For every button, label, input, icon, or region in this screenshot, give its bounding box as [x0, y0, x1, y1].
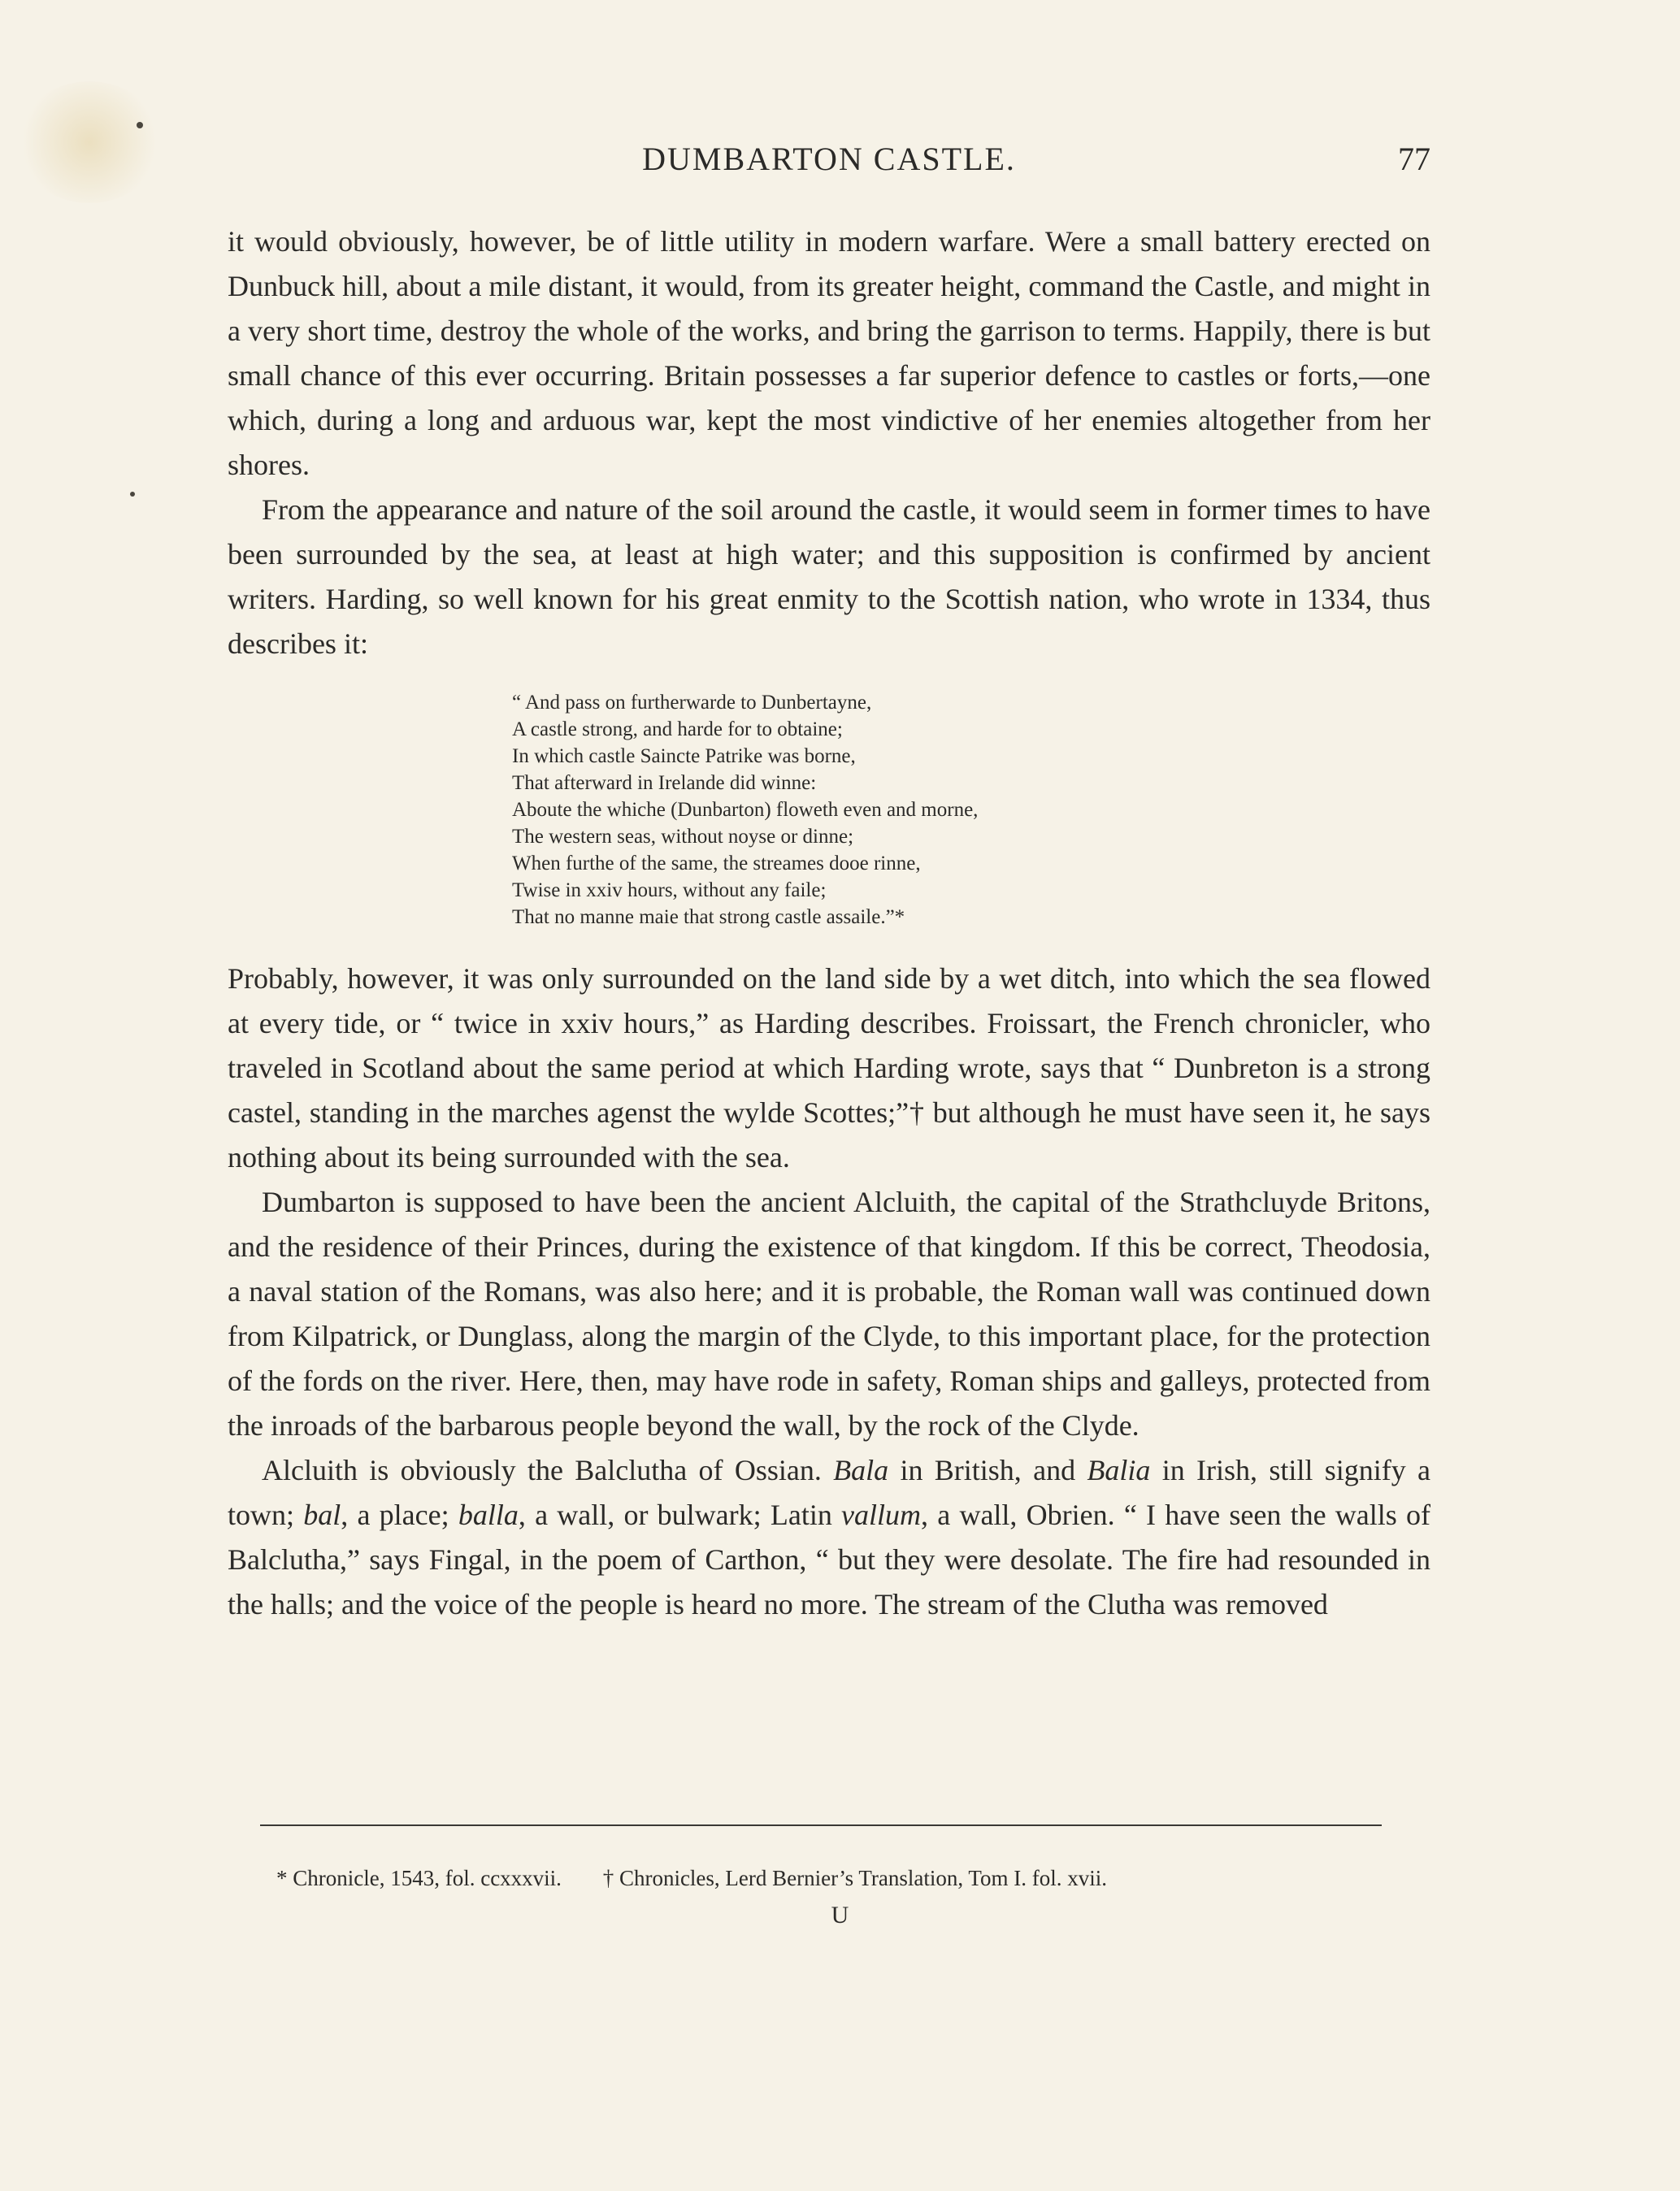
verse-line: A castle strong, and harde for to obtaine;: [512, 718, 843, 740]
ink-speck: [137, 122, 143, 128]
verse-line: That no manne maie that strong castle assaile.”*: [512, 906, 905, 928]
footnote: * Chronicle, 1543, fol. ccxxxvii.: [276, 1866, 562, 1890]
footnotes: [276, 1866, 1414, 1891]
ink-speck: [130, 492, 135, 497]
paragraph: Dumbarton is supposed to have been the ancient Alcluith, the capital of the Strathcluyde Britons, and the residence of their Princes, during the existence of that kingdom. If this be correct, Theodosia, a naval station of the Romans, was also here; and it is probable, the Roman wall was continued down from Kilpatrick, or Dunglass, along the margin of the Clyde, to this important place, for the protection of the fords on the river. Here, then, may have rode in safety, Roman ships and galleys, protected from the inroads of the barbarous people beyond the wall, by the rock of the Clyde.: [228, 1186, 1430, 1442]
verse-line: That afterward in Irelande did winne:: [512, 772, 817, 794]
page-number: 77: [1398, 141, 1430, 177]
verse-line: “ And pass on furtherwarde to Dunbertayne,: [512, 692, 872, 714]
italic-term: Balia: [1087, 1454, 1151, 1486]
footnote: † Chronicles, Lerd Bernier’s Translation, Tom I. fol. xvii.: [602, 1866, 1107, 1890]
footnote-rule: [260, 1824, 845, 1826]
italic-term: balla: [458, 1499, 519, 1531]
footnote-rule: [845, 1824, 1382, 1826]
paragraph: From the appearance and nature of the soil around the castle, it would seem in former times to have been surrounded by the sea, at least at high water; and this supposition is confirmed by ancient writers. Harding, so well known for his great enmity to the Scottish nation, who wrote in 1334, thus describes it:: [228, 493, 1430, 660]
verse-line: When furthe of the same, the streames dooe rinne,: [512, 853, 921, 874]
quoted-verse: [512, 689, 1430, 931]
page-header: [228, 140, 1430, 189]
paragraph: [228, 1448, 1430, 1627]
italic-term: vallum: [841, 1499, 922, 1531]
verse-line: In which castle Saincte Patrike was borne,: [512, 745, 856, 767]
text-run: in Irish, still signify a town;: [228, 1454, 1430, 1531]
paragraph: Probably, however, it was only surrounded on the land side by a wet ditch, into which the sea flowed at every tide, or “ twice in xxiv hours,” as Harding describes. Froissart, the French chronicler, who traveled in Scotland about the same period at which Harding wrote, says that “ Dunbreton is a strong castel, standing in the marches agenst the wylde Scottes;”† but although he must have seen it, he says nothing about its being surrounded with the sea.: [228, 962, 1430, 1174]
paper-stain: [16, 81, 163, 203]
text-run: , a place;: [341, 1499, 458, 1531]
signature-mark: U: [831, 1902, 849, 1929]
verse-line: Twise in xxiv hours, without any faile;: [512, 879, 827, 901]
text-run: , a wall, or bulwark; Latin: [518, 1499, 842, 1531]
running-title: DUMBARTON CASTLE.: [642, 141, 1016, 177]
paragraph: it would obviously, however, be of little utility in modern warfare. Were a small battery erected on Dunbuck hill, about a mile distant, it would, from its greater height, command the Castle, and might in a very short time, destroy the whole of the works, and bring the garrison to terms. Happily, there is but small chance of this ever occurring. Britain possesses a far superior defence to castles or forts,—one which, during a long and arduous war, kept the most vindictive of her enemies altogether from her shores.: [228, 225, 1430, 481]
text-run: in British, and: [888, 1454, 1087, 1486]
verse-line: Aboute the whiche (Dunbarton) floweth even and morne,: [512, 799, 979, 821]
italic-term: bal: [303, 1499, 341, 1531]
italic-term: Bala: [833, 1454, 889, 1486]
text-run: Alcluith is obviously the Balclutha of Ossian.: [262, 1454, 834, 1486]
text-run: , a wall, Obrien. “ I have seen the walls of Balclutha,” says Fingal, in the poem of Carthon, “ but they were desolate. The fire had resounded in the halls; and the voice of the people is heard no more. The stream of the Clutha was removed: [228, 1499, 1430, 1620]
body-text: [228, 219, 1430, 1627]
verse-line: The western seas, without noyse or dinne;: [512, 826, 854, 848]
